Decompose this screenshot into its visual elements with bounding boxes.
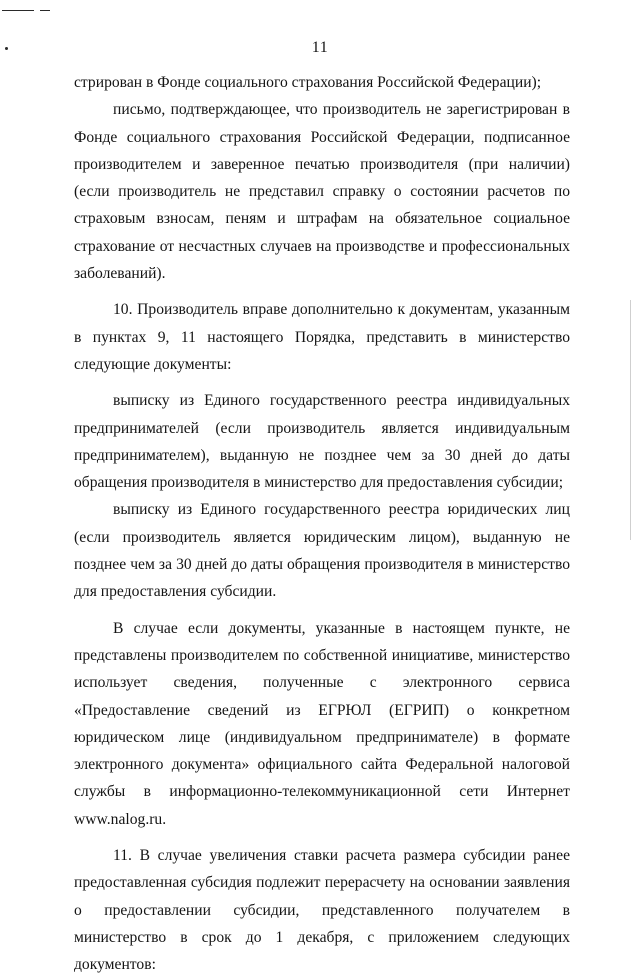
paragraph-egrul-extract: выписку из Единого государственного реестра юридических лиц (если производитель является юридическим лицом), выданную не позднее чем за 30 дней до даты обращения производителя в министерство для предоставления субсидии.: [74, 501, 570, 601]
scan-artifact-line: [2, 10, 34, 11]
paragraph-item-10: 10. Производитель вправе дополнительно к документам, указанным в пунктах 9, 11 настоящего Порядка, представить в министерство следующие документы:: [74, 301, 570, 373]
scan-artifact-line: [40, 10, 50, 11]
paragraph-letter-not-registered: письмо, подтверждающее, что производитель не зарегистрирован в Фонде социального страхования Российской Федерации, подписанное производителем и заверенное печатью производителя (при наличии) (если производитель не представил справку о состоянии расчетов по страховым взносам, пеням и штрафам на обязательное социальное страхование от несчастных случаев на производстве и профессиональных заболеваний).: [74, 101, 570, 283]
paragraph-continuation: стрирован в Фонде социального страхования Российской Федерации);: [74, 74, 542, 91]
page-number: 11: [311, 39, 329, 56]
scan-artifact-edge: [630, 300, 631, 540]
paragraph-nalog-service: В случае если документы, указанные в настоящем пункте, не представлены производителем по собственной инициативе, министерство использует сведения, полученные с электронного сервиса «Предоставление сведений из ЕГРЮЛ (ЕГРИП) о конкретном юридическом лице (индивидуальном предпринимателе) в формате электронного документа» официального сайта Федеральной налоговой службы в информационно-телекоммуникационной сети Интернет www.nalog.ru.: [74, 619, 570, 828]
paragraph-egrip-extract: выписку из Единого государственного реестра индивидуальных предпринимателей (если производитель является индивидуальным предпринимателем), выданную не позднее чем за 30 дней до даты обращения производителя в министерство для предоставления субсидии;: [74, 392, 570, 492]
paragraph-item-11: 11. В случае увеличения ставки расчета размера субсидии ранее предоставленная субсидия подлежит перерасчету на основании заявления о предоставлении субсидии, представленного получателем в министерство в срок до 1 декабря, с приложением следующих документов:: [74, 847, 570, 974]
document-body: [74, 69, 570, 979]
